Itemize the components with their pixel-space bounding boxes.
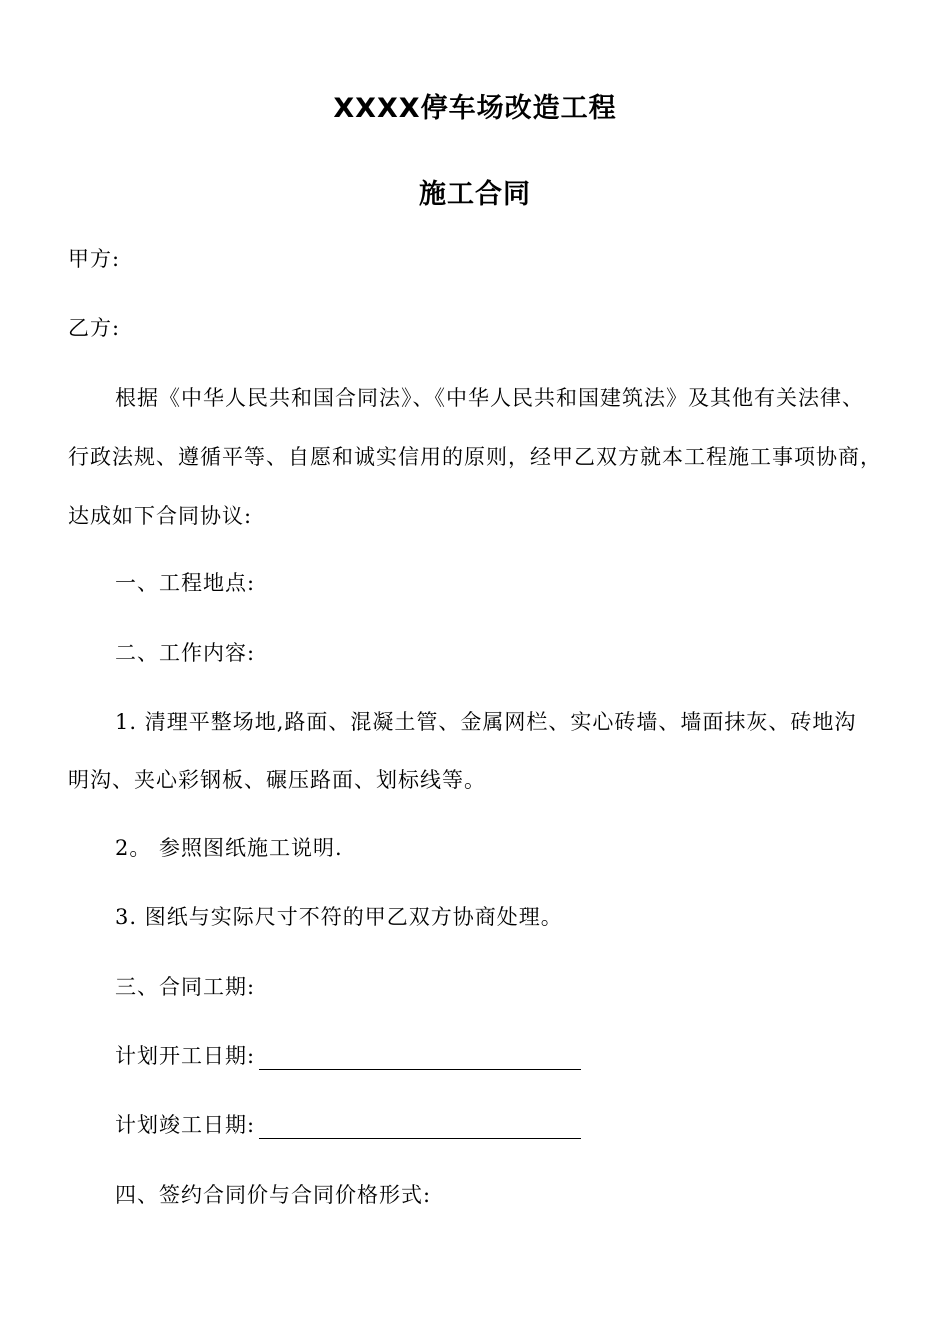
- section-project-location: 一、工程地点:: [115, 571, 256, 595]
- section-work-content: 二、工作内容:: [115, 641, 256, 665]
- planned-end-blank: [259, 1116, 581, 1139]
- work-item-3: 3. 图纸与实际尺寸不符的甲乙双方协商处理。: [115, 905, 563, 929]
- preamble-line-3: 达成如下合同协议:: [68, 504, 253, 528]
- document-subtitle: 施工合同: [419, 179, 531, 210]
- planned-start-row: [115, 1042, 581, 1070]
- planned-end-label: 计划竣工日期:: [115, 1113, 256, 1137]
- work-item-2: 2。 参照图纸施工说明.: [115, 836, 343, 860]
- party-a-label: 甲方:: [68, 247, 121, 271]
- section-contract-price: 四、签约合同价与合同价格形式:: [115, 1183, 432, 1207]
- preamble-line-2: 行政法规、遵循平等、自愿和诚实信用的原则，经甲乙双方就本工程施工事项协商，: [68, 445, 882, 469]
- party-b-label: 乙方:: [68, 316, 121, 340]
- work-item-1-line-2: 明沟、夹心彩钢板、碾压路面、划标线等。: [68, 768, 486, 792]
- work-item-1-line-1: 1. 清理平整场地,路面、混凝土管、金属网栏、实心砖墙、墙面抹灰、砖地沟: [115, 710, 857, 734]
- preamble-line-1: 根据《中华人民共和国合同法》、《中华人民共和国建筑法》及其他有关法律、: [115, 386, 864, 410]
- section-contract-period: 三、合同工期:: [115, 975, 256, 999]
- planned-end-row: [115, 1111, 581, 1139]
- document-title: XXXX停车场改造工程: [333, 93, 617, 124]
- planned-start-label: 计划开工日期:: [115, 1044, 256, 1068]
- planned-start-blank: [259, 1047, 581, 1070]
